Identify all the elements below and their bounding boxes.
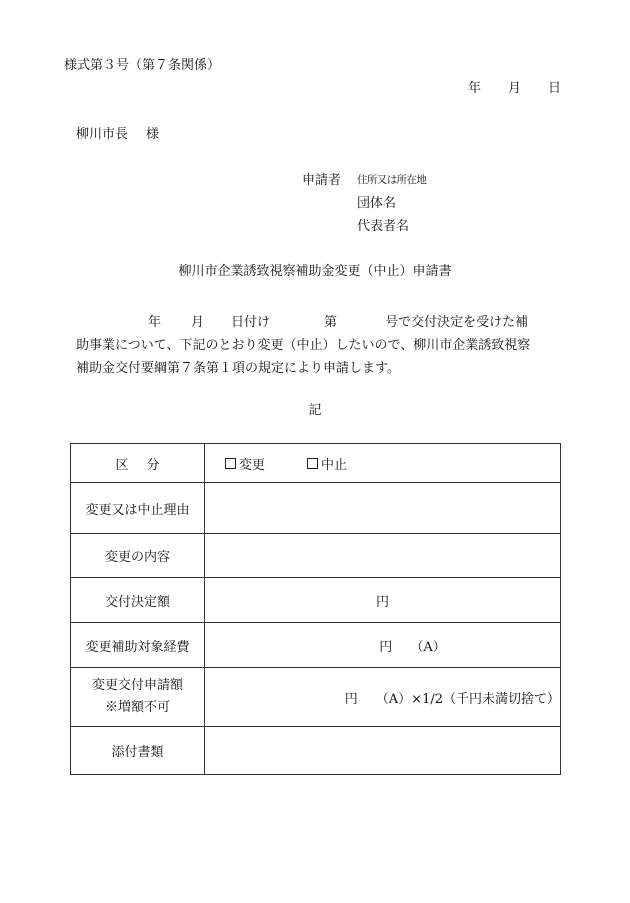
- request-amount-value[interactable]: [205, 668, 561, 727]
- attachments-label: 添付書類: [71, 727, 205, 775]
- request-amount-formula: （A）×1/2（千円未満切捨て）: [375, 691, 560, 707]
- table-row-attachments: [71, 727, 561, 775]
- eligible-cost-ref: （A）: [410, 639, 446, 655]
- category-label-b: 分: [146, 457, 160, 473]
- attachments-value[interactable]: [205, 727, 561, 775]
- option-change-label: 変更: [239, 457, 266, 473]
- date-year: 年: [468, 81, 482, 96]
- applicant-organization-label: 団体名: [357, 196, 397, 211]
- body-line-1: [76, 311, 566, 334]
- request-amount-note: ※増額不可: [104, 700, 170, 715]
- applicant-address-label: 住所又は所在地: [357, 174, 427, 186]
- eligible-cost-value[interactable]: [205, 623, 561, 668]
- document-title: 柳川市企業誘致視察補助金変更（中止）申請書: [178, 264, 452, 279]
- applicant-label: 申請者: [302, 173, 342, 188]
- date-line: [468, 82, 561, 95]
- category-options: [205, 454, 560, 473]
- request-amount-label: 変更交付申請額: [91, 678, 183, 693]
- table-row-request-amount: [71, 668, 561, 727]
- body-number-prefix: 第: [324, 315, 338, 330]
- content-label: 変更の内容: [71, 534, 205, 578]
- decision-amount-label: 交付決定額: [71, 578, 205, 623]
- category-value: [205, 444, 561, 483]
- addressee-name: 柳川市長: [76, 127, 129, 142]
- body-line-2: 助事業について、下記のとおり変更（中止）したいので、柳川市企業誘致視察: [76, 338, 531, 353]
- body-line1-rest: 号で交付決定を受けた補: [385, 315, 529, 330]
- applicant-representative-label: 代表者名: [357, 219, 410, 234]
- body-dated: 日付け: [231, 315, 271, 330]
- content-value[interactable]: [205, 534, 561, 578]
- date-month: 月: [508, 81, 522, 96]
- option-cancel-label: 中止: [321, 457, 348, 473]
- table-row-eligible-cost: [71, 623, 561, 668]
- form-number: 様式第３号（第７条関係）: [64, 58, 221, 73]
- change-checkbox[interactable]: [225, 458, 236, 469]
- request-amount-label-cell: [71, 668, 205, 727]
- table-row-category: [71, 444, 561, 483]
- body-text: [76, 311, 566, 380]
- table-row-content: [71, 534, 561, 578]
- addressee-honorific: 様: [146, 127, 160, 142]
- addressee: [76, 128, 159, 141]
- table-row-decision-amount: [71, 578, 561, 623]
- decision-amount-value[interactable]: [205, 578, 561, 623]
- eligible-cost-label: 変更補助対象経費: [71, 623, 205, 668]
- request-amount-unit: 円: [344, 691, 358, 707]
- body-year: 年: [148, 315, 162, 330]
- body-line-3: 補助金交付要綱第７条第１項の規定により申請します。: [76, 361, 400, 376]
- body-month: 月: [191, 315, 205, 330]
- note-heading: 記: [308, 403, 322, 418]
- application-table: [70, 443, 561, 775]
- eligible-cost-unit: 円: [379, 639, 393, 655]
- decision-amount-unit: 円: [375, 594, 389, 610]
- reason-label: 変更又は中止理由: [71, 483, 205, 534]
- table-row-reason: [71, 483, 561, 534]
- date-day: 日: [548, 81, 562, 96]
- option-change[interactable]: [225, 454, 265, 473]
- reason-value[interactable]: [205, 483, 561, 534]
- cancel-checkbox[interactable]: [307, 458, 318, 469]
- category-label: [71, 444, 205, 483]
- category-label-a: 区: [115, 457, 129, 473]
- option-cancel[interactable]: [307, 454, 347, 473]
